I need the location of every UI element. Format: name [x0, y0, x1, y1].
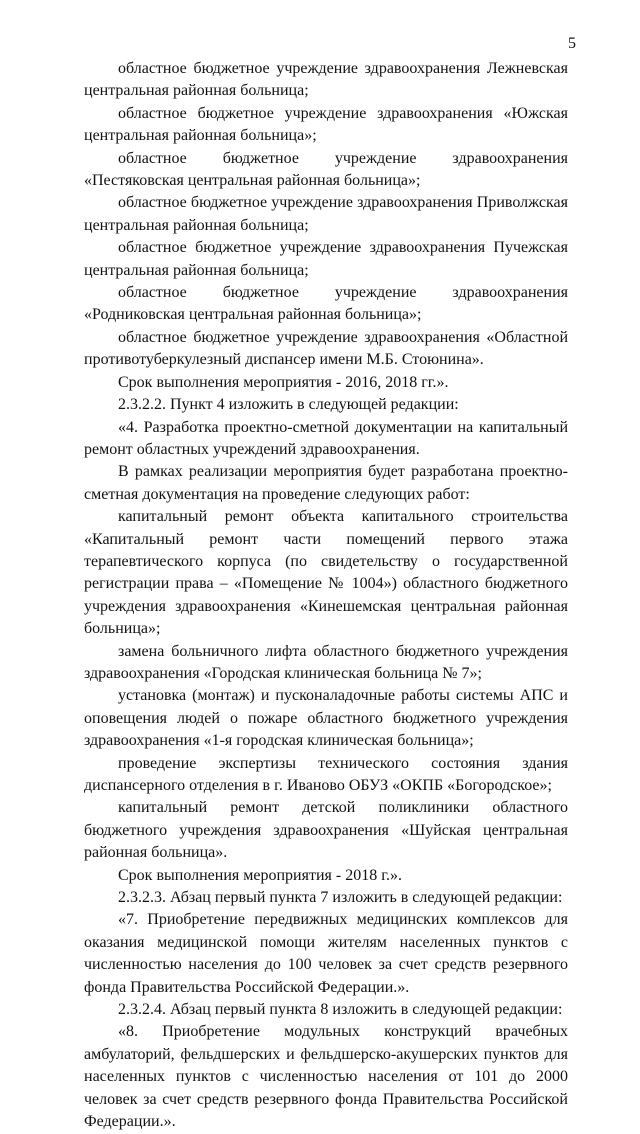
paragraph-puchezhskaya-hospital: областное бюджетное учреждение здравоохранения Пучежская центральная районная больница; — [84, 239, 568, 279]
paragraph-tuberculosis-dispensary: областное бюджетное учреждение здравоохранения «Областной противотуберкулезный диспансер имени М.Б. Стоюнина». — [84, 328, 568, 369]
paragraph-technical-expertise: проведение экспертизы технического состояния здания диспансерного отделения в г. Иваново ОБУЗ «ОКПБ «Богородское»; — [84, 754, 568, 794]
paragraph-section-2-3-2-3: 2.3.2.3. Абзац первый пункта 7 изложить в следующей редакции: — [118, 889, 563, 907]
paragraph-item-4-heading: «4. Разработка проектно-сметной документации на капитальный ремонт областных учреждений здравоохранения. — [84, 418, 568, 458]
paragraph-deadline-2018: Срок выполнения мероприятия - 2018 г.». — [118, 866, 402, 884]
paragraph-item-7: «7. Приобретение передвижных медицинских комплексов для оказания медицинской помощи жителям населенных пунктов с численностью населения до 100 человек за счет средств резервного фонда Правительства Российской Федерации.». — [84, 911, 568, 996]
paragraph-item-4-intro: В рамках реализации мероприятия будет разработана проектно-сметная документация на проведение следующих работ: — [84, 463, 568, 503]
paragraph-pestyakovskaya-hospital: областное бюджетное учреждение здравоохранения «Пестяковская центральная районная больница»; — [84, 149, 568, 190]
paragraph-elevator-replacement: замена больничного лифта областного бюджетного учреждения здравоохранения «Городская клиническая больница № 7»; — [84, 642, 568, 682]
paragraph-shuya-polyclinic: капитальный ремонт детской поликлиники областного бюджетного учреждения здравоохранения «Шуйская центральная районная больница». — [84, 799, 568, 862]
page-number: 5 — [568, 35, 576, 52]
paragraph-section-2-3-2-2: 2.3.2.2. Пункт 4 изложить в следующей редакции: — [118, 396, 459, 414]
document-body — [84, 58, 568, 1134]
paragraph-section-2-3-2-4: 2.3.2.4. Абзац первый пункта 8 изложить в следующей редакции: — [118, 1001, 563, 1019]
paragraph-item-8: «8. Приобретение модульных конструкций врачебных амбулаторий, фельдшерских и фельдшерско-акушерских пунктов для населенных пунктов с численностью населения от 101 до 2000 человек за счет средств резервного фонда Правительства Российской Федерации.». — [84, 1023, 568, 1131]
paragraph-deadline-2016-2018: Срок выполнения мероприятия - 2016, 2018 гг.». — [118, 373, 449, 391]
paragraph-fire-alarm-system: установка (монтаж) и пусконаладочные работы системы АПС и оповещения людей о пожаре областного бюджетного учреждения здравоохранения «1-я городская клиническая больница»; — [84, 687, 568, 750]
paragraph-lezhnevskaya-hospital: областное бюджетное учреждение здравоохранения Лежневская центральная районная больница; — [84, 60, 568, 100]
paragraph-kineshemskaya-repair: капитальный ремонт объекта капитального строительства «Капитальный ремонт части помещений первого этажа терапевтического корпуса (по свидетельству о государственной регистрации права – «Помещение № 1004») областного бюджетного учреждения здравоохранения «Кинешемская центральная районная больница»; — [84, 508, 568, 638]
paragraph-rodnikovskaya-hospital: областное бюджетное учреждение здравоохранения «Родниковская центральная районная больница»; — [84, 284, 568, 324]
paragraph-yuzhskaya-hospital: областное бюджетное учреждение здравоохранения «Южская центральная районная больница»; — [84, 104, 568, 145]
paragraph-privolzhskaya-hospital: областное бюджетное учреждение здравоохранения Приволжская центральная районная больница; — [84, 194, 568, 234]
